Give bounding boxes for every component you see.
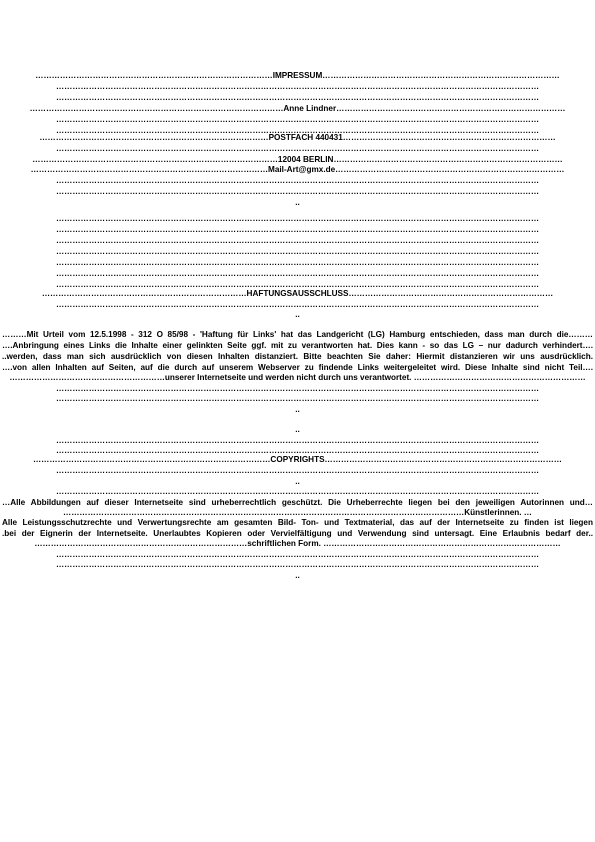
copyright-line-5: ……………………………………………………………………schriftlichen Form. …………………………………………………………………………… [34,539,561,548]
separator-dots: .. [295,198,300,207]
copyright-line-2: …………………………………………………………………………………………………………………………………Künstlerinnen. … [63,508,532,517]
dotted-line: …………………………………………………………………………………………………………………………………………………………… [55,93,540,102]
separator-dots: .. [295,571,300,580]
dotted-line: …………………………………………………………………………………………………………………………………………………………… [55,446,540,455]
dotted-line: …………………………………………………………………………………………………………………………………………………………… [55,115,540,124]
dotted-line: …………………………………………………………………………………………………………………………………………………………… [55,144,540,153]
copyright-line-3: Alle Leistungsschutzrechte und Verwertungsrechte am gesamten Bild- Ton- und Textmaterial, das auf der Internetseite zu finden ist liegen [2,518,593,527]
dotted-line: …………………………………………………………………………………………………………………………………………………………… [55,236,540,245]
copyright-line-1: …Alle Abbildungen auf dieser Internetseite sind urheberrechtlich geschützt. Die Urheberrechte liegen bei den jeweiligen Autorinnen und… [2,498,593,507]
dotted-line: …………………………………………………………………………………………………………………………………………………………… [55,466,540,475]
disclaimer-line-1: ………Mit Urteil vom 12.5.1998 - 312 O 85/98 - 'Haftung für Links' hat das Landgericht (LG) Hamburg entschieden, dass man durch die……… [2,330,593,339]
copyright-line-4: .bei der Eignerin der Internetseite. Unerlaubtes Kopieren oder Vervielfältigung und Verwendung sind untersagt. Eine Erlaubnis bedarf der.. [2,529,593,538]
disclaimer-line-4: ….von allen Inhalten auf Seiten, auf die durch auf unserem Webserver zu findende Links weitergeleitet wird. Diese Inhalte sind nicht Teil…. [2,363,593,372]
dotted-line: …………………………………………………………………………………………………………………………………………………………… [55,82,540,91]
dotted-line: …………………………………………………………………………………………………………………………………………………………… [55,269,540,278]
dotted-line: …………………………………………………………………………………………………………………………………………………………… [55,247,540,256]
copyrights-heading: ……………………………………………………………………………COPYRIGHTS…………………………………………………………………………… [32,455,562,464]
haftungsausschluss-heading: …………………………………………………………………HAFTUNGSAUSSCHLUSS………………………………………………………………… [41,289,554,298]
disclaimer-line-3: ..werden, dass man sich ausdrücklich von diesen Inhalten distanziert. Bitte beachten Sie daher: Hiermit distanzieren wir uns ausdrücklich. [2,352,593,361]
email-line: ……………………………………………………………………………Mail-Art@gmx.de………………………………………………………………………… [30,165,565,174]
dotted-line: …………………………………………………………………………………………………………………………………………………………… [55,487,540,496]
separator-dots: .. [295,405,300,414]
dotted-line: …………………………………………………………………………………………………………………………………………………………… [55,225,540,234]
dotted-line: …………………………………………………………………………………………………………………………………………………………… [55,214,540,223]
dotted-line: …………………………………………………………………………………………………………………………………………………………… [55,176,540,185]
dotted-line: …………………………………………………………………………………………………………………………………………………………… [55,126,540,135]
impressum-heading: ……………………………………………………………………………IMPRESSUM…………………………………………………………………………… [35,71,560,80]
owner-name: …………………………………………………………………………………Anne Lindner………………………………………………………………………… [29,104,566,113]
dotted-line: …………………………………………………………………………………………………………………………………………………………… [55,560,540,569]
dotted-line: …………………………………………………………………………………………………………………………………………………………… [55,384,540,393]
disclaimer-line-5: …………………………………………………unserer Internetseite und werden nicht durch uns verantwortet. ……………………………………………………… [9,373,586,382]
postfach-line: …………………………………………………………………………POSTFACH 440431…………………………………………………………………… [39,133,556,142]
dotted-line: …………………………………………………………………………………………………………………………………………………………… [55,394,540,403]
separator-dots: .. [295,310,300,319]
dotted-line: …………………………………………………………………………………………………………………………………………………………… [55,280,540,289]
separator-dots: .. [295,477,300,486]
dotted-line: …………………………………………………………………………………………………………………………………………………………… [55,300,540,309]
disclaimer-line-2: ….Anbringung eines Links die Inhalte einer gelinkten Seite ggf. mit zu verantworten hat. Dies kann - so das LG – nur dadurch verhindert…. [2,341,593,350]
dotted-line: …………………………………………………………………………………………………………………………………………………………… [55,187,540,196]
dotted-line: …………………………………………………………………………………………………………………………………………………………… [55,436,540,445]
city-line: ………………………………………………………………………………12004 BERLIN………………………………………………………………………… [32,155,563,164]
dotted-line: …………………………………………………………………………………………………………………………………………………………… [55,258,540,267]
separator-dots: .. [295,425,300,434]
dotted-line: …………………………………………………………………………………………………………………………………………………………… [55,550,540,559]
